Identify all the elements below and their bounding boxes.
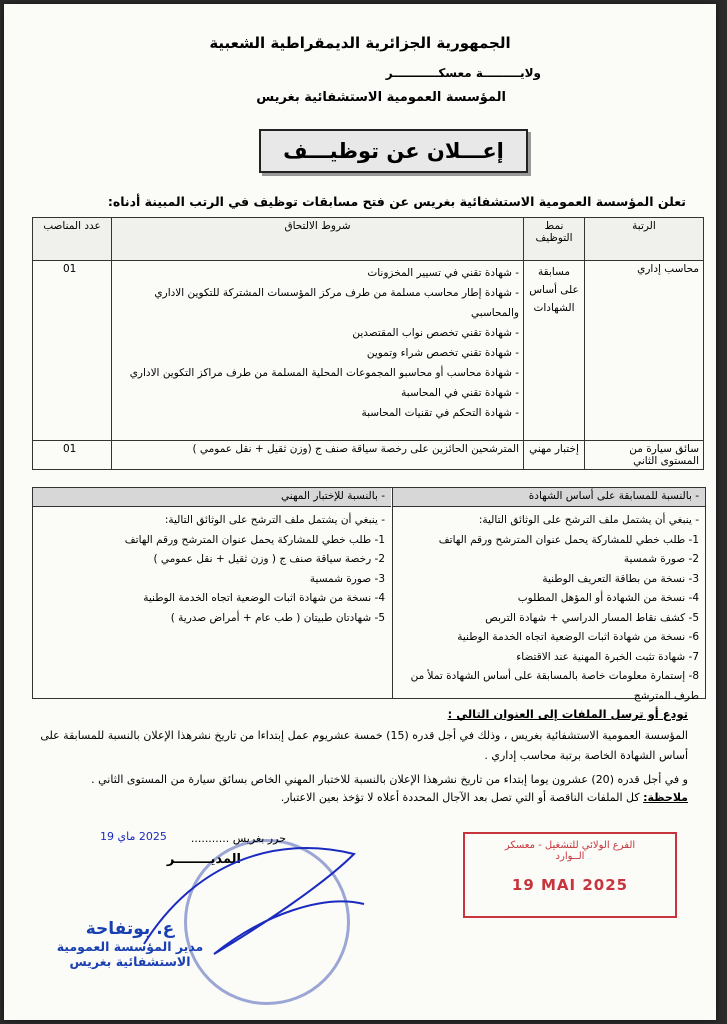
table-row [33, 261, 704, 441]
list-item: 5- شهادتان طبيتان ( طب عام + أمراض صدرية ) [170, 611, 385, 624]
list-item: 4- نسخة من شهادة اثبات الوضعية اتجاه الخدمة الوطنية [143, 592, 385, 604]
section-diploma-heading: - بالنسبة للمسابقة على أساس الشهادة [393, 488, 705, 507]
header-rank: الرتبة [585, 218, 704, 261]
table-header-row [33, 218, 704, 261]
note-paragraph [16, 788, 688, 808]
signatory-name: ع. بوتفاحة [85, 919, 175, 939]
condition-item: - شهادة تقني في المحاسبة [401, 387, 519, 399]
section-diploma-intro: - ينبغي أن يشتمل ملف الترشح على الوثائق التالية: [478, 514, 699, 526]
row2-conditions: المترشحين الحائزين على رخصة سياقة صنف ج (وزن ثقيل + نقل عمومي ) [112, 441, 524, 470]
section-professional-test [33, 488, 391, 698]
row2-posts: 01 [33, 441, 112, 470]
hospital-name: المؤسسة العمومية الاستشفائية بغريس [256, 90, 506, 105]
list-item: 3- نسخة من بطاقة التعريف الوطنية [542, 572, 699, 585]
condition-item: - شهادة التحكم في تقنيات المحاسبة [361, 407, 519, 419]
row1-posts: 01 [33, 261, 112, 441]
stamp-line-2: الــوارد [555, 851, 585, 862]
list-item: 5- كشف نقاط المسار الدراسي + شهادة التربص [485, 611, 699, 624]
header-mode: نمط التوظيف [524, 218, 585, 261]
section-test-heading: - بالنسبة للإختبار المهني [33, 488, 391, 507]
documents-sections [32, 487, 706, 702]
wilaya-line: ولايـــــــــة معسكـــــــــــر [385, 66, 541, 80]
republic-header: الجمهورية الجزائرية الديمقراطية الشعبية [209, 34, 511, 52]
condition-item: - شهادة تقني تخصص نواب المقتصدين [352, 327, 519, 339]
document-page [4, 4, 716, 1020]
place-line: حرر بغريس ........... [190, 832, 286, 845]
intro-text: تعلن المؤسسة العمومية الاستشفائية بغريس عن فتح مسابقات توظيف في الرتب المبينة أدناه: [107, 194, 686, 209]
announcement-title: إعـــلان عن توظيـــف [259, 129, 528, 173]
deadline-paragraph-1: المؤسسة العمومية الاستشفائية بغريس ، وذلك في أجل قدره (15) خمسة عشريوم عمل إبتداءا من تاريخ نشرهذا الإعلان بالنسبة للمسابقة على أساس الشهادة الخاصة برتبة محاسب إداري . [40, 729, 688, 762]
list-item: 8- إستمارة معلومات خاصة بالمسابقة على أساس الشهادة تملأ من طرف المترشح [410, 670, 699, 702]
note-label: ملاحظة: [643, 791, 688, 804]
list-item: 6- نسخة من شهادة اثبات الوضعية اتجاه الخدمة الوطنية [457, 631, 699, 643]
list-item: 3- صورة شمسية [309, 572, 385, 585]
row1-rank: محاسب إداري [585, 261, 704, 441]
row2-mode: إختبار مهني [524, 441, 585, 470]
signatory-block [40, 919, 220, 969]
deadline-paragraph-2: و في أجل قدره (20) عشرون يوما إبتداء من تاريخ نشرهذا الإعلان بالنسبة للاختبار المهني الخاص بسائق سيارة من المستوى الثاني . [91, 773, 688, 786]
note-text: كل الملفات الناقصة أو التي تصل بعد الآجال المحددة أعلاه لا تؤخذ بعين الاعتبار. [280, 791, 644, 804]
signatory-line-1: مدير المؤسسة العمومية [56, 939, 204, 954]
condition-item: - شهادة إطار محاسب مسلمة من طرف مركز المؤسسات المشتركة للتكوين الاداري والمحاسبي [154, 287, 519, 319]
stamp-line-1: الفرع الولائي للتشغيل - معسكر [504, 840, 636, 851]
condition-item: - شهادة تقني في تسيير المخزونات [367, 267, 519, 279]
director-title: المديــــــــر [166, 852, 241, 867]
row1-mode: مسابقة على أساس الشهادات [524, 261, 585, 441]
positions-table [32, 217, 704, 470]
header-posts: عدد المناصب [33, 218, 112, 261]
section-diploma [392, 488, 705, 702]
list-item: 2- رخصة سياقة صنف ج ( وزن ثقيل + نقل عمومي ) [153, 553, 385, 565]
condition-item: - شهادة تقني تخصص شراء وتموين [366, 347, 519, 359]
list-item: 1- طلب خطي للمشاركة يحمل عنوان المترشح ورقم الهاتف [124, 533, 385, 546]
condition-item: - شهادة محاسب أو محاسبو المجموعات المحلية المسلمة من طرف مراكز التكوين الاداري [129, 367, 519, 379]
table-row [33, 441, 704, 470]
stamp-date: 19 MAI 2025 [511, 876, 629, 894]
row2-rank: سائق سيارة من المستوى الثاني [585, 441, 704, 470]
row1-conditions [112, 261, 524, 441]
list-item: 1- طلب خطي للمشاركة يحمل عنوان المترشح ورقم الهاتف [438, 533, 699, 546]
list-item: 4- نسخة من الشهادة أو المؤهل المطلوب [517, 592, 699, 604]
section-test-intro: - ينبغي أن يشتمل ملف الترشح على الوثائق التالية: [164, 514, 385, 526]
list-item: 2- صورة شمسية [623, 553, 699, 565]
header-conditions: شروط الالتحاق [112, 218, 524, 261]
handwritten-date: 2025 ماي 19 [100, 830, 167, 843]
received-stamp [463, 832, 677, 918]
signatory-line-2: الاستشفائية بغريس [69, 954, 191, 969]
send-heading: تودع أو ترسل الملفات إلى العنوان التالي : [447, 707, 688, 721]
list-item: 7- شهادة تثبت الخبرة المهنية عند الاقتضاء [516, 650, 699, 663]
